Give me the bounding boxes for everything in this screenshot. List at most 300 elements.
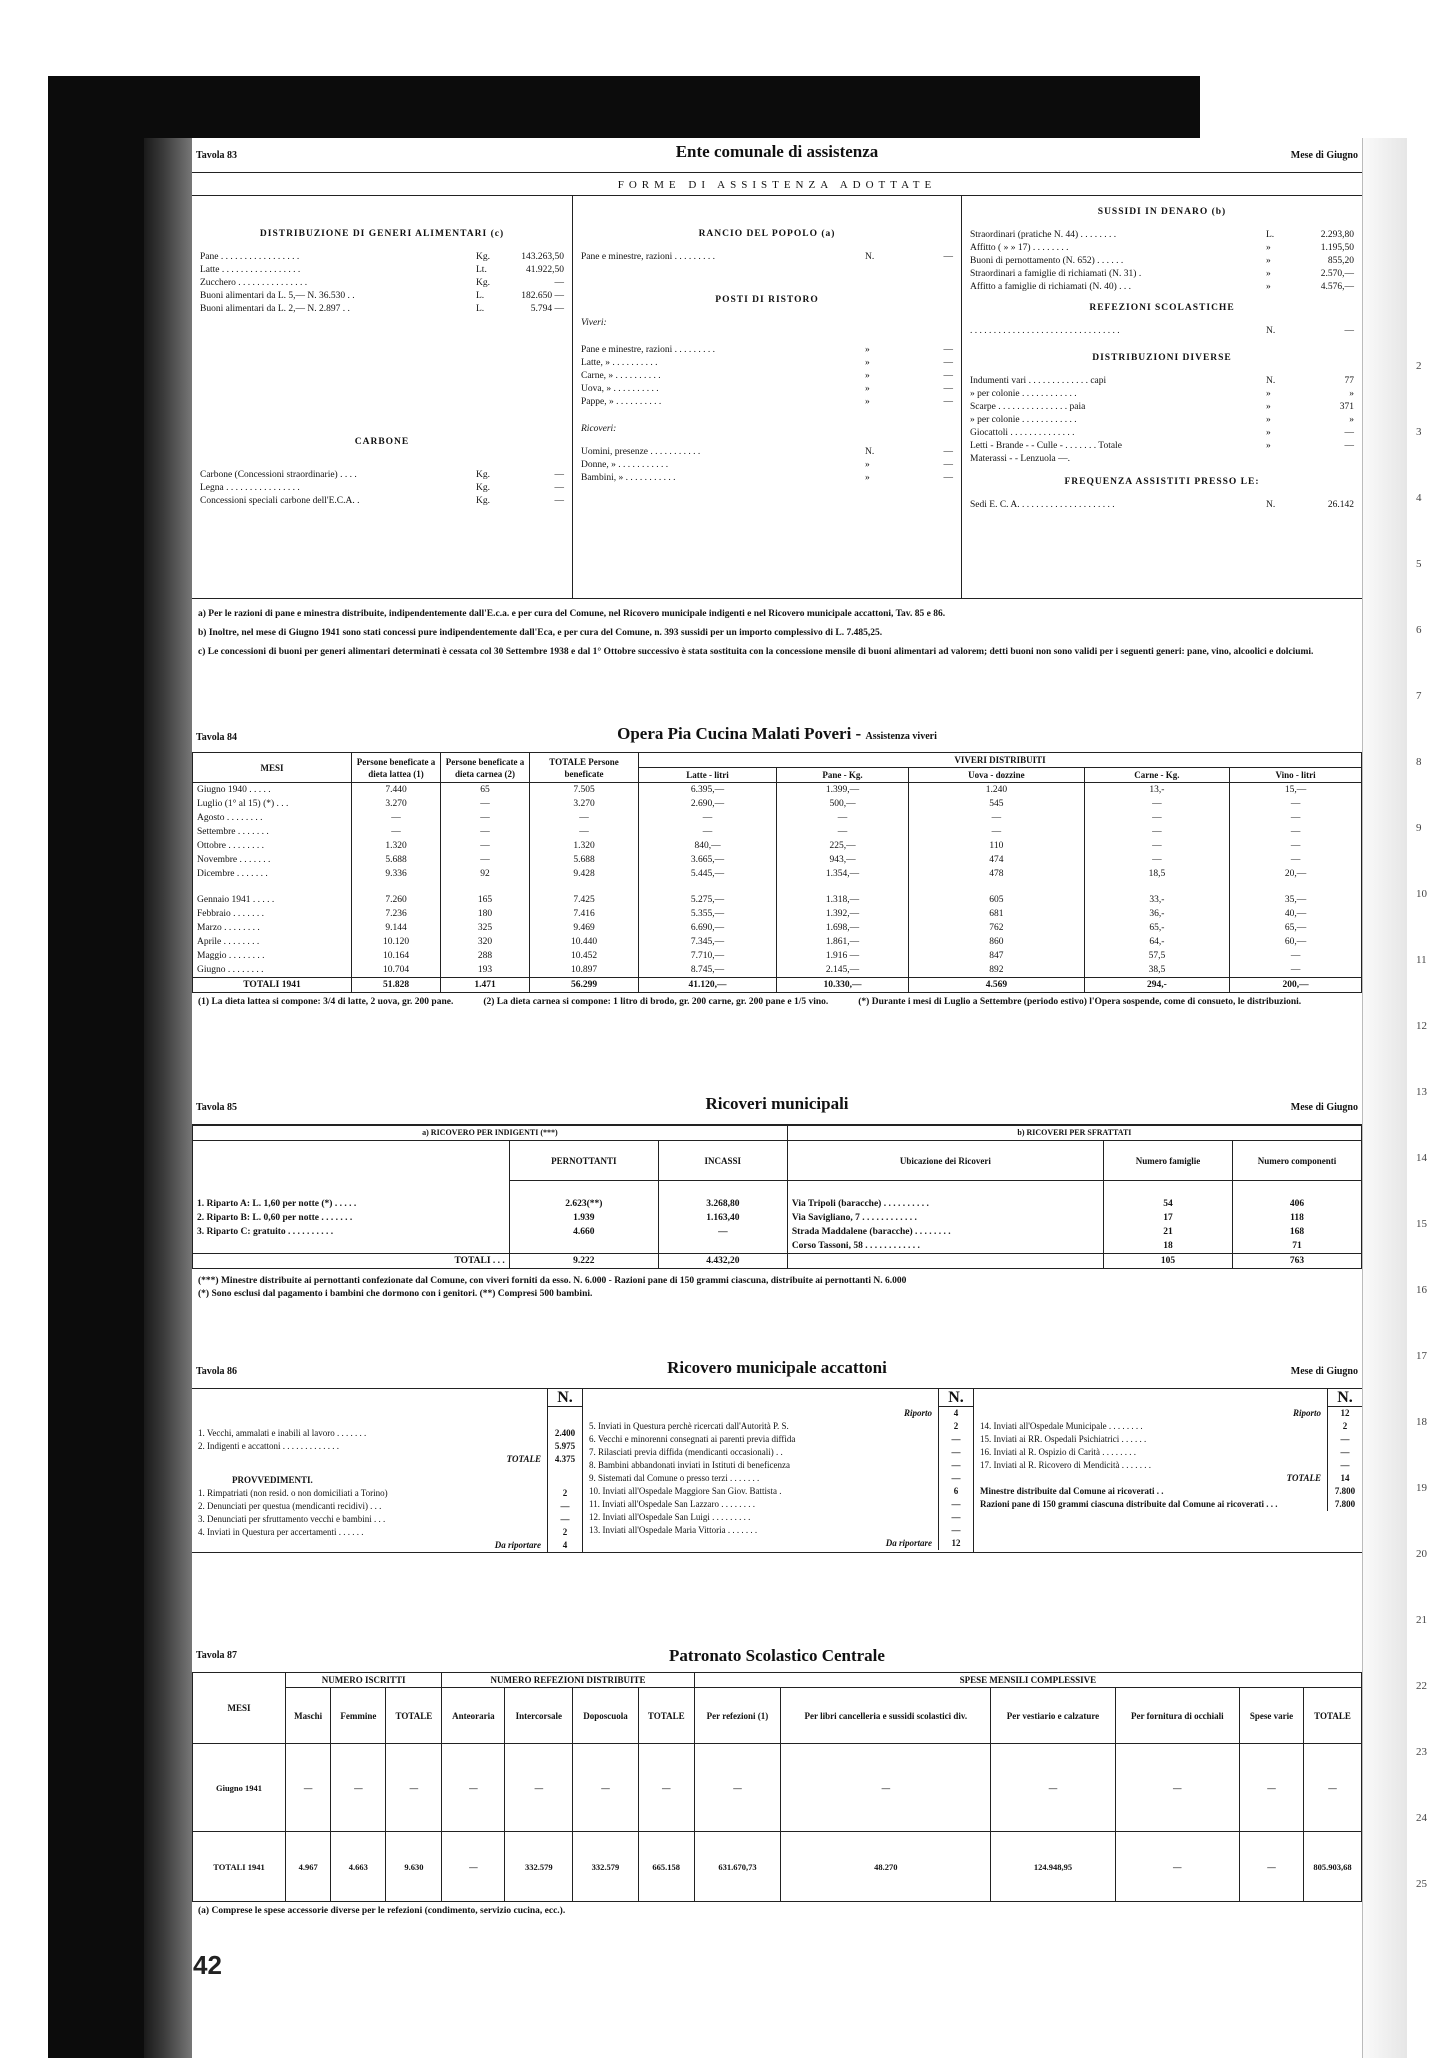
- table-cell: 605: [909, 893, 1085, 907]
- table-cell: 65,—: [1230, 921, 1362, 935]
- item-value: —: [938, 1446, 973, 1459]
- table-cell: 118: [1233, 1211, 1362, 1225]
- column-header: [583, 1389, 973, 1407]
- item-value: 2: [1327, 1420, 1362, 1433]
- item-value: 26.142: [1327, 500, 1354, 510]
- table-cell: —: [694, 1744, 781, 1832]
- table-cell: —: [639, 825, 777, 839]
- tavola-85-header: [192, 1090, 1362, 1125]
- item-label: Straordinari (pratiche N. 44) . . . . . . . .: [970, 230, 1117, 240]
- table-cell: 665.158: [638, 1832, 694, 1902]
- item-label: 1. Vecchi, ammalati e inabili al lavoro . . . . . . .: [198, 1428, 367, 1438]
- table-cell: —: [909, 825, 1085, 839]
- table-cell: 1.318,—: [777, 893, 909, 907]
- heading-carbone: CARBONE: [354, 437, 410, 447]
- table-title: Ricovero municipale accattoni: [667, 1358, 887, 1377]
- item-unit: »: [865, 371, 870, 381]
- item-label: 12. Inviati all'Ospedale San Luigi . . . . . . . . .: [589, 1512, 751, 1522]
- table-cell: 320: [441, 935, 530, 949]
- table-cell: 1.399,—: [777, 783, 909, 798]
- table-cell: 225,—: [777, 839, 909, 853]
- table-cell: —: [441, 839, 530, 853]
- list-item: [192, 1466, 582, 1487]
- table-cell: —: [1304, 1744, 1362, 1832]
- table-cell: 762: [909, 921, 1085, 935]
- table-cell: 48.270: [781, 1832, 991, 1902]
- table-cell: 545: [909, 797, 1085, 811]
- item-value: —: [554, 496, 564, 506]
- table-cell: 15,—: [1230, 783, 1362, 798]
- column-pad: [192, 1407, 548, 1427]
- table-cell: 165: [441, 893, 530, 907]
- item-label: Carbone (Concessioni straordinarie) . . . .: [200, 470, 357, 480]
- table-cell: 5.688: [352, 853, 441, 867]
- spacer-cell: [1230, 881, 1362, 893]
- item-unit: Kg.: [476, 470, 490, 480]
- table-cell: Febbraio . . . . . . .: [193, 907, 352, 921]
- table-cell: —: [777, 811, 909, 825]
- col-rancio-posti: [572, 196, 961, 598]
- table-cell: 7.345,—: [639, 935, 777, 949]
- item-value: —: [943, 252, 953, 262]
- table-cell: 38,5: [1084, 963, 1229, 978]
- table-cell: 1.354,—: [777, 867, 909, 881]
- item-label: » per colonie . . . . . . . . . . . .: [970, 389, 1077, 399]
- item-value: 2: [547, 1526, 582, 1539]
- column-header: [974, 1389, 1362, 1407]
- footnote: (***) Minestre distribuite ai pernottanti confezionate dal Comune, con viveri forniti da esso. N. 6.000 - Razioni pane di 150 grammi ciascuna, distribuite ai pernottanti N. 6.000: [198, 1276, 907, 1286]
- table-cell: 65,-: [1084, 921, 1229, 935]
- list-item: [970, 255, 1354, 268]
- list-item: [974, 1472, 1362, 1485]
- table-cell: 9.144: [352, 921, 441, 935]
- item-value: —: [1327, 1459, 1362, 1472]
- margin-number: 3: [1416, 426, 1422, 438]
- item-value: 4: [547, 1539, 582, 1552]
- item-value: —: [943, 371, 953, 381]
- table-cell: 41.120,—: [639, 978, 777, 993]
- table-cell: 892: [909, 963, 1085, 978]
- table-cell: —: [442, 1832, 505, 1902]
- table-cell: 20,—: [1230, 867, 1362, 881]
- item-value: 12: [1327, 1407, 1362, 1420]
- table-cell: 500,—: [777, 797, 909, 811]
- margin-number: 4: [1416, 492, 1422, 504]
- table-title: Opera Pia Cucina Malati Poveri - Assistenza viveri: [617, 724, 937, 743]
- table-cell: —: [1115, 1832, 1239, 1902]
- item-label: Letti - Brande - - Culle - . . . . . . . Totale: [970, 441, 1122, 451]
- table-cell: [787, 1254, 1103, 1269]
- list-item: [970, 325, 1354, 338]
- item-value: —: [554, 278, 564, 288]
- table-cell: —: [1230, 797, 1362, 811]
- tavola-84-notes: [192, 993, 1362, 1012]
- table-title: Patronato Scolastico Centrale: [669, 1646, 885, 1665]
- list-item: [583, 1537, 973, 1550]
- table-cell: 7.416: [530, 907, 639, 921]
- table-cell: 13,-: [1084, 783, 1229, 798]
- list-item: [583, 1459, 973, 1472]
- table-cell: —: [352, 811, 441, 825]
- table-cell: 294,-: [1084, 978, 1229, 993]
- item-value: —: [943, 345, 953, 355]
- month-label: Mese di Giugno: [1290, 150, 1358, 161]
- margin-number: 7: [1416, 690, 1422, 702]
- margin-number: 16: [1416, 1284, 1427, 1296]
- table-cell: 332.579: [573, 1832, 639, 1902]
- table-cell: 763: [1233, 1254, 1362, 1269]
- item-label: Pane e minestre, razioni . . . . . . . . .: [581, 252, 716, 262]
- page-number: 42: [193, 1950, 222, 1980]
- list-item: [970, 440, 1354, 453]
- table-cell: 1.320: [352, 839, 441, 853]
- table-cell: 3. Riparto C: gratuito . . . . . . . . . .: [193, 1225, 510, 1239]
- margin-number: 19: [1416, 1482, 1427, 1494]
- item-value: —: [1327, 1433, 1362, 1446]
- item-unit: L.: [476, 304, 485, 314]
- list-item: [970, 453, 1354, 466]
- item-unit: »: [865, 358, 870, 368]
- item-value: 2: [938, 1420, 973, 1433]
- item-label: Zucchero . . . . . . . . . . . . . . .: [200, 278, 308, 288]
- item-label: 9. Sistemati dal Comune o presso terzi . . . . . . .: [589, 1473, 760, 1483]
- item-unit: »: [1266, 243, 1271, 253]
- table-row: [193, 963, 1362, 978]
- table-cell: 56.299: [530, 978, 639, 993]
- margin-number: 20: [1416, 1548, 1427, 1560]
- list-item: [200, 290, 564, 303]
- spacer-cell: [639, 881, 777, 893]
- item-label: 3. Denunciati per sfruttamento vecchi e bambini . . .: [198, 1514, 386, 1524]
- table-cell: 10.440: [530, 935, 639, 949]
- list-item: [192, 1539, 582, 1552]
- item-label: 6. Vecchi e minorenni consegnati ai parenti previa diffida: [589, 1434, 796, 1444]
- item-label: . . . . . . . . . . . . . . . . . . . . . . . . . . . . . . . .: [970, 326, 1120, 336]
- item-value: 143.263,50: [521, 252, 564, 262]
- col-generi-alimentari: [192, 196, 572, 598]
- item-unit: Kg.: [476, 496, 490, 506]
- item-label: Scarpe . . . . . . . . . . . . . . . paia: [970, 402, 1086, 412]
- table-cell: 5.445,—: [639, 867, 777, 881]
- table-cell: Ottobre . . . . . . . .: [193, 839, 352, 853]
- table-cell: —: [777, 825, 909, 839]
- tavola-label: Tavola 86: [196, 1366, 238, 1377]
- item-label: Pane e minestre, razioni . . . . . . . . .: [581, 345, 716, 355]
- item-value: —: [943, 384, 953, 394]
- item-value: —: [554, 483, 564, 493]
- item-label: Minestre distribuite dal Comune ai ricoverati . .: [980, 1486, 1164, 1496]
- heading-rancio: RANCIO DEL POPOLO (a): [698, 229, 836, 239]
- list-item: [583, 1446, 973, 1459]
- table-cell: 65: [441, 783, 530, 798]
- table-title: Ente comunale di assistenza: [675, 142, 879, 161]
- item-value: —: [943, 460, 953, 470]
- item-value: [547, 1466, 582, 1487]
- table-cell: Marzo . . . . . . . .: [193, 921, 352, 935]
- spacer-cell: [530, 881, 639, 893]
- header-spacer: [974, 1389, 1327, 1407]
- table-cell: 4.660: [509, 1225, 658, 1239]
- tavola-84: [192, 720, 1362, 1012]
- table-cell: 105: [1104, 1254, 1233, 1269]
- margin-number: 23: [1416, 1746, 1427, 1758]
- tavola-87: [192, 1632, 1362, 1921]
- list-item: [974, 1420, 1362, 1433]
- table-cell: [658, 1239, 787, 1254]
- heading-sussidi: SUSSIDI IN DENARO (b): [1097, 207, 1227, 217]
- table-cell: 1. Riparto A: L. 1,60 per notte (*) . . . . .: [193, 1197, 510, 1211]
- heading-distribuzioni-diverse: DISTRIBUZIONI DIVERSE: [1092, 353, 1232, 363]
- table-row: [193, 797, 1362, 811]
- table-cell: —: [441, 811, 530, 825]
- item-label: Da riportare: [494, 1540, 541, 1550]
- list-item: [970, 268, 1354, 281]
- table-cell: 8.745,—: [639, 963, 777, 978]
- item-label: Legna . . . . . . . . . . . . . . . .: [200, 483, 300, 493]
- table-cell: 6.690,—: [639, 921, 777, 935]
- list-item: [583, 1485, 973, 1498]
- table-cell: 7.425: [530, 893, 639, 907]
- table-row: [193, 1225, 1362, 1239]
- list-item: [192, 1500, 582, 1513]
- margin-number: 25: [1416, 1878, 1427, 1890]
- item-value: 5.794 —: [530, 304, 564, 314]
- table-cell: —: [1230, 853, 1362, 867]
- table-cell: —: [386, 1744, 442, 1832]
- item-unit: »: [1266, 402, 1271, 412]
- table-cell: —: [505, 1744, 573, 1832]
- item-value: —: [938, 1459, 973, 1472]
- table-row: [193, 1744, 1362, 1832]
- margin-number: 10: [1416, 888, 1427, 900]
- list-item: [583, 1433, 973, 1446]
- item-value: —: [547, 1500, 582, 1513]
- margin-number: 5: [1416, 558, 1422, 570]
- table-cell: —: [331, 1744, 386, 1832]
- item-value: —: [938, 1511, 973, 1524]
- month-label: Mese di Giugno: [1290, 1366, 1358, 1377]
- table-row: [193, 978, 1362, 993]
- list-item: [583, 1407, 973, 1420]
- item-value: —: [938, 1472, 973, 1485]
- list-item: [200, 495, 564, 508]
- item-value: —: [938, 1433, 973, 1446]
- item-value: —: [554, 470, 564, 480]
- list-item: [970, 281, 1354, 294]
- item-label: 15. Inviati ai RR. Ospedali Psichiatrici . . . . . .: [980, 1434, 1147, 1444]
- viveri-label: Viveri:: [581, 318, 607, 328]
- table-cell: 57,5: [1084, 949, 1229, 963]
- list-item: [970, 229, 1354, 242]
- table-cell: 10.330,—: [777, 978, 909, 993]
- table-cell: —: [991, 1744, 1115, 1832]
- list-item: [581, 251, 953, 264]
- margin-number: 2: [1416, 360, 1422, 372]
- list-item: [192, 1453, 582, 1466]
- item-unit: N.: [865, 447, 875, 457]
- item-unit: L.: [1266, 230, 1275, 240]
- list-item: [200, 264, 564, 277]
- list-item: [974, 1498, 1362, 1511]
- spacer-cell: [193, 881, 352, 893]
- table-cell: 2.690,—: [639, 797, 777, 811]
- table-title: Ricoveri municipali: [705, 1094, 849, 1113]
- item-label: PROVVEDIMENTI.: [232, 1475, 313, 1485]
- table-cell: —: [286, 1744, 331, 1832]
- list-item: [200, 251, 564, 264]
- table-cell: 35,—: [1230, 893, 1362, 907]
- table-cell: —: [441, 797, 530, 811]
- list-item: [200, 482, 564, 495]
- item-value: 4.375: [547, 1453, 582, 1466]
- item-label: 17. Inviati al R. Ricovero di Mendicità . . . . . . .: [980, 1460, 1151, 1470]
- spacer-row: [193, 1181, 1362, 1198]
- list-item: [192, 1487, 582, 1500]
- table-cell: 36,-: [1084, 907, 1229, 921]
- list-item: [192, 1427, 582, 1440]
- item-label: 8. Bambini abbandonati inviati in Istituti di beneficenza: [589, 1460, 790, 1470]
- list-item: [581, 357, 953, 370]
- spacer-cell: [441, 881, 530, 893]
- table-row: [193, 1832, 1362, 1902]
- scan-frame-top: [48, 76, 1200, 138]
- margin-number: 11: [1416, 954, 1427, 966]
- list-item: [200, 303, 564, 316]
- item-value: 2.400: [547, 1427, 582, 1440]
- table-row: [193, 949, 1362, 963]
- item-label: Buoni alimentari da L. 5,— N. 36.530 . .: [200, 291, 355, 301]
- item-label: » per colonie . . . . . . . . . . . .: [970, 415, 1077, 425]
- item-label: TOTALE: [506, 1454, 541, 1464]
- item-unit: »: [1266, 389, 1271, 399]
- item-label: 7. Rilasciati previa diffida (mendicanti occasionali) . .: [589, 1447, 783, 1457]
- footnote: (2) La dieta carnea si compone: 1 litro di brodo, gr. 200 carne, gr. 200 pane e 1/5 vino.: [483, 997, 829, 1007]
- table-cell: 840,—: [639, 839, 777, 853]
- item-label: 13. Inviati all'Ospedale Maria Vittoria . . . . . . .: [589, 1525, 758, 1535]
- assistance-columns: [192, 196, 1362, 599]
- item-value: 4.576,—: [1320, 282, 1354, 292]
- spacer-cell: [1084, 881, 1229, 893]
- table-cell: Dicembre . . . . . . .: [193, 867, 352, 881]
- list-item: [970, 499, 1354, 512]
- margin-number: 22: [1416, 1680, 1427, 1692]
- table-row: [193, 935, 1362, 949]
- table-row: [193, 853, 1362, 867]
- table-cell: 4.432,20: [658, 1254, 787, 1269]
- item-unit: N.: [1266, 500, 1276, 510]
- item-label: Affitto a famiglie di richiamati (N. 40) . . .: [970, 282, 1132, 292]
- item-label: Buoni di pernottamento (N. 652) . . . . . .: [970, 256, 1124, 266]
- table-cell: —: [1240, 1744, 1304, 1832]
- list-item: [581, 446, 953, 459]
- ricoveri-label: Ricoveri:: [581, 424, 617, 434]
- margin-number: 15: [1416, 1218, 1427, 1230]
- item-label: TOTALE: [1286, 1473, 1321, 1483]
- spacer-cell: [1104, 1181, 1233, 1198]
- table-cell: 478: [909, 867, 1085, 881]
- table-cell: 631.670,73: [694, 1832, 781, 1902]
- table-cell: 847: [909, 949, 1085, 963]
- table-cell: —: [658, 1225, 787, 1239]
- list-item: [583, 1498, 973, 1511]
- spacer-cell: [1233, 1181, 1362, 1198]
- item-value: 7.800: [1327, 1485, 1362, 1498]
- header-n: N.: [1327, 1389, 1362, 1407]
- table-cell: 18,5: [1084, 867, 1229, 881]
- table-cell: 110: [909, 839, 1085, 853]
- table-cell: 10.704: [352, 963, 441, 978]
- item-value: —: [1344, 441, 1354, 451]
- column-header: [192, 1389, 582, 1407]
- footnote: b) Inoltre, nel mese di Giugno 1941 sono stati concessi pure indipendentemente dall'Eca, e per cura del Comune, n. 393 sussidi per un importo complessivo di L. 7.485,25.: [198, 628, 883, 638]
- item-unit: »: [865, 473, 870, 483]
- list-item: [970, 242, 1354, 255]
- item-value: —: [938, 1524, 973, 1537]
- item-unit: Lt.: [476, 265, 487, 275]
- item-value: 6: [938, 1485, 973, 1498]
- item-label: 10. Inviati all'Ospedale Maggiore San Giov. Battista .: [589, 1486, 782, 1496]
- list-item: [192, 1526, 582, 1539]
- table-cell: 21: [1104, 1225, 1233, 1239]
- table-cell: —: [1230, 811, 1362, 825]
- col-sussidi: [961, 196, 1362, 598]
- table-cell: 18: [1104, 1239, 1233, 1254]
- header-spacer: [192, 1389, 547, 1407]
- item-unit: »: [1266, 441, 1271, 451]
- item-label: Materassi - - Lenzuola —.: [970, 454, 1070, 464]
- item-unit: »: [865, 384, 870, 394]
- spacer-cell: [787, 1181, 1103, 1198]
- margin-number: 24: [1416, 1812, 1427, 1824]
- item-label: Riporto: [1292, 1408, 1321, 1418]
- item-value: 371: [1339, 402, 1354, 412]
- list-item: [583, 1524, 973, 1537]
- table-cell: —: [781, 1744, 991, 1832]
- table-cell: —: [1230, 949, 1362, 963]
- table-row: [193, 1239, 1362, 1254]
- item-unit: [1266, 453, 1294, 466]
- scan-frame-left: [48, 76, 144, 2058]
- heading-generi: DISTRIBUZIONE DI GENERI ALIMENTARI (c): [259, 229, 505, 239]
- cucina-malati-table: MESI Persone beneficate a dieta lattea (1) Persone beneficate a dieta carnea (2) TOTALE Persone beneficate VIVERI DISTRIBUITI Latte - litri Pane - Kg. Uova - dozzine Carne - Kg. Vino - litri Giugno 1940 . . . . . 7.440 65 7.505 6.395,— 1.399,— 1.240 13,- 15,— Luglio (1° al 15) (*) . . . 3.270 — 3.270 2.690,— 500,— 545 — — Agosto . . . . . . . . — — — — — — — — Settembre . . . . . . . — — — — — — — — Ottobre . . . . . . . . 1.320 — 1.320 840,— 225,— 110 — — Novembre . . . . . . . 5.688 — 5.688 3.665,— 943,— 474 — — Dicembre . . . . . . . 9.336 92 9.428 5.445,— 1.354,— 478 18,5 20,— Gennaio 1941 . . . . . 7.260 165 7.425 5.275,— 1.318,— 605 33,- 35,— Febbraio . . . . . . . 7.236 180 7.416 5.355,— 1.392,— 681 36,- 40,— Marzo . . . . . . . . 9.144 325 9.469 6.690,— 1.698,— 762 65,- 65,— Aprile . . . . . . . . 10.120 320 10.440 7.345,— 1.861,— 860 64,- 60,— Maggio . . . . . . . . 10.164 288 10.452 7.710,— 1.916 — 847 57,5 — Giugno . . . . . . . . 10.704 193 10.897 8.745,— 2.145,— 892 38,5 — TOTALI 1941 51.828 1.471 56.299 41.120,— 10.330,— 4.569 294,- 200,—: [192, 752, 1362, 993]
- item-value: 77: [1344, 376, 1354, 386]
- spacer-cell: [777, 881, 909, 893]
- item-label: Pappe, » . . . . . . . . . .: [581, 397, 662, 407]
- item-label: Uova, » . . . . . . . . . .: [581, 384, 659, 394]
- list-item: [192, 1440, 582, 1453]
- table-row: [193, 825, 1362, 839]
- table-cell: —: [530, 825, 639, 839]
- table-cell: 10.120: [352, 935, 441, 949]
- table-cell: —: [1084, 853, 1229, 867]
- table-cell: 10.897: [530, 963, 639, 978]
- list-item: [581, 459, 953, 472]
- table-cell: Corso Tassoni, 58 . . . . . . . . . . . .: [787, 1239, 1103, 1254]
- document-page: [192, 138, 1362, 2058]
- item-label: Pane . . . . . . . . . . . . . . . . .: [200, 252, 300, 262]
- tavola-label: Tavola 84: [196, 732, 238, 743]
- list-item: [970, 401, 1354, 414]
- table-cell: 9.222: [509, 1254, 658, 1269]
- table-cell: 3.665,—: [639, 853, 777, 867]
- table-cell: Giugno . . . . . . . .: [193, 963, 352, 978]
- table-cell: 10.452: [530, 949, 639, 963]
- item-value: —: [938, 1498, 973, 1511]
- table-row: [193, 1211, 1362, 1225]
- list-item: [974, 1433, 1362, 1446]
- item-value: 2.293,80: [1320, 230, 1354, 240]
- table-cell: —: [442, 1744, 505, 1832]
